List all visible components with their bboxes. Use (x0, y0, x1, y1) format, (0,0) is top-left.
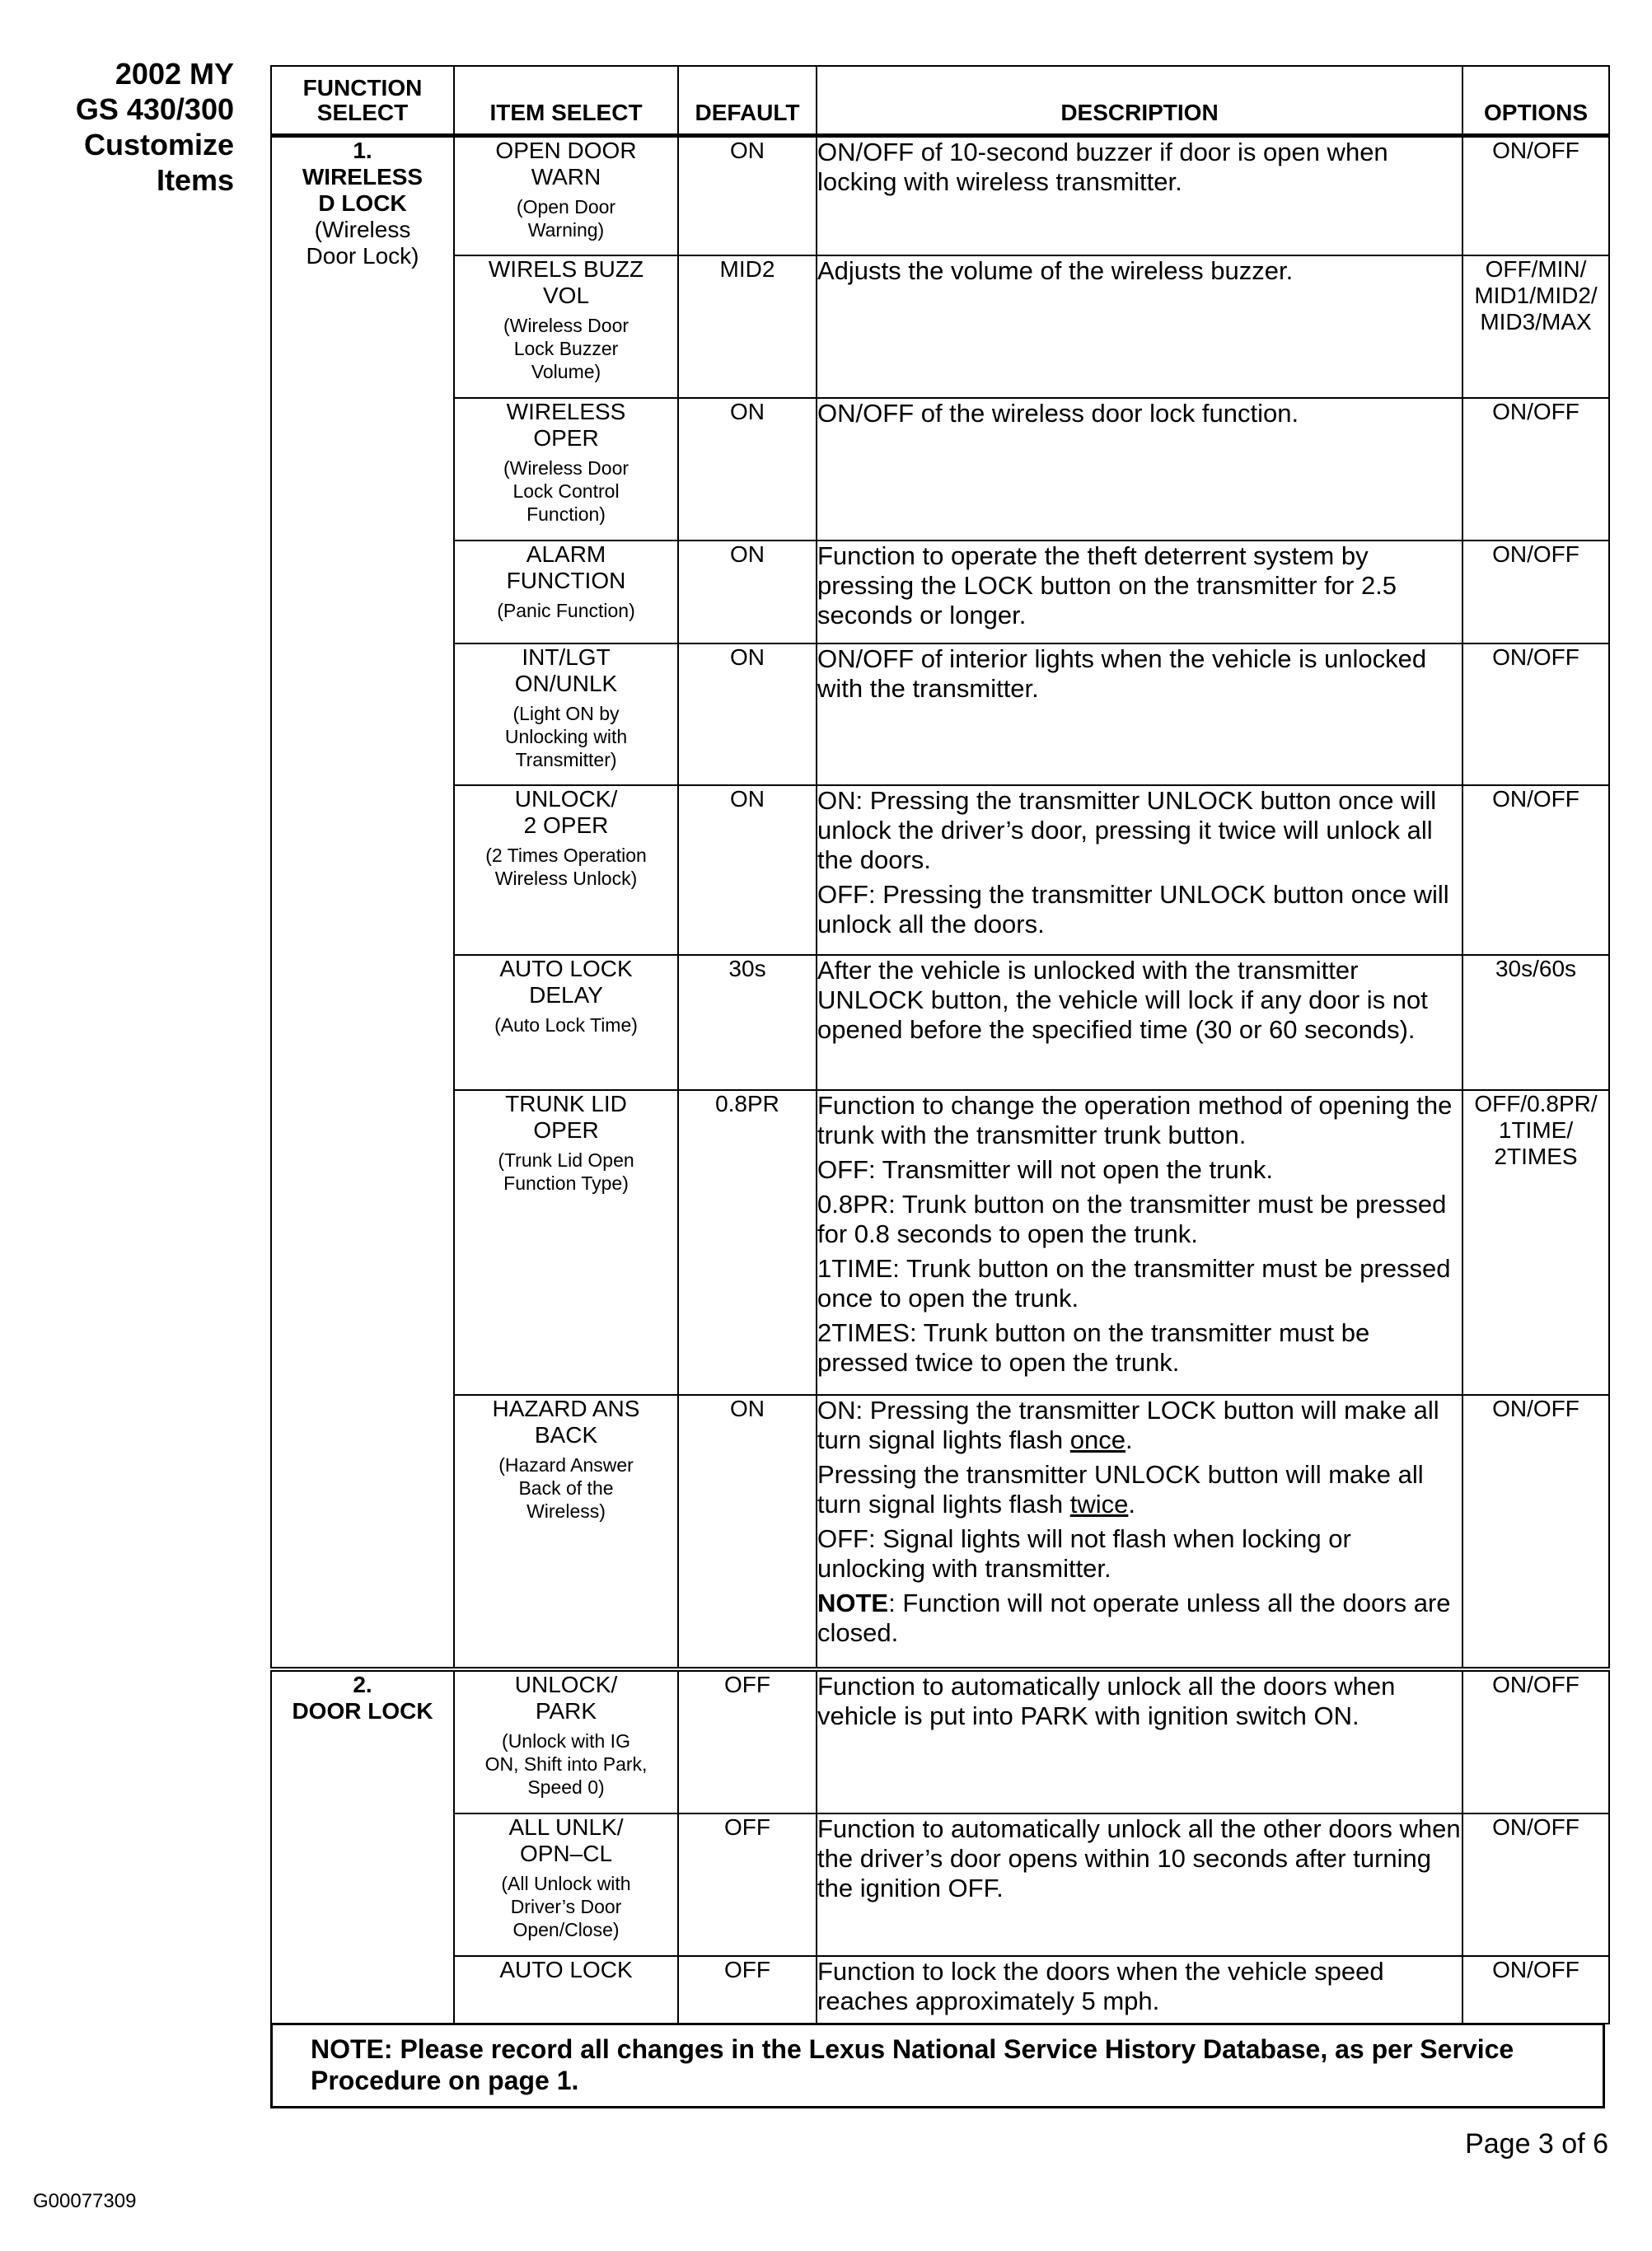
item-subtitle-line: ON, Shift into Park, (484, 1753, 648, 1775)
customize-items-table (270, 65, 1610, 2024)
description-cell (817, 1669, 1462, 1813)
table-row (271, 1090, 1609, 1395)
table-row (271, 1956, 1609, 2024)
function-name: DOOR LOCK (292, 1698, 433, 1724)
header-function-select: FUNCTION SELECT (271, 66, 454, 135)
item-select-cell (454, 1395, 678, 1669)
option-line: ON/OFF (1492, 399, 1579, 424)
item-name: 2 OPER (523, 812, 609, 838)
default-cell: OFF (678, 1813, 817, 1956)
function-subtitle: (Wireless (314, 216, 411, 242)
item-subtitle-line: Driver’s Door (510, 1896, 622, 1917)
option-line: ON/OFF (1492, 786, 1579, 812)
options-cell (1462, 1090, 1609, 1395)
item-subtitle-line: (Auto Lock Time) (494, 1014, 638, 1036)
item-subtitle-line: (Wireless Door (503, 315, 629, 336)
side-title (33, 56, 234, 198)
description-paragraph: OFF: Pressing the transmitter UNLOCK button once will unlock all the doors. (817, 880, 1449, 938)
table-row (271, 1669, 1609, 1813)
description-paragraph: ON: Pressing the transmitter UNLOCK button once will unlock the driver’s door, pressing it twice will unlock all the doors. (817, 786, 1437, 874)
default-cell: ON (678, 135, 817, 255)
item-subtitle (455, 702, 677, 771)
default-cell: MID2 (678, 255, 817, 398)
default-cell: OFF (678, 1956, 817, 2024)
default-cell: ON (678, 1395, 817, 1669)
function-name: D LOCK (318, 190, 407, 216)
description-cell (817, 955, 1462, 1090)
item-select-cell (454, 1669, 678, 1813)
side-title-line: 2002 MY (115, 57, 234, 91)
item-subtitle (455, 1453, 677, 1523)
header-description: DESCRIPTION (817, 66, 1462, 135)
default-cell: ON (678, 643, 817, 785)
item-name: OPER (533, 425, 599, 451)
item-subtitle (455, 1872, 677, 1941)
description-underlined: twice (1069, 1490, 1129, 1519)
note-label: NOTE (817, 1589, 889, 1617)
options-cell (1462, 785, 1609, 955)
table-row (271, 135, 1609, 255)
item-subtitle (455, 1729, 677, 1799)
description-paragraph: ON/OFF of the wireless door lock function. (817, 399, 1299, 428)
item-select-cell (454, 785, 678, 955)
options-cell (1462, 1956, 1609, 2024)
options-cell (1462, 135, 1609, 255)
item-subtitle-line: (Panic Function) (497, 600, 635, 621)
table-body (271, 135, 1609, 2024)
option-line: MID1/MID2/ (1474, 283, 1598, 308)
table-row (271, 785, 1609, 955)
item-subtitle-line: Open/Close) (512, 1919, 620, 1940)
item-subtitle-line: (Trunk Lid Open (498, 1149, 634, 1171)
default-cell: 30s (678, 955, 817, 1090)
description-paragraph: Function to lock the doors when the vehicle speed reaches approximately 5 mph. (817, 1957, 1384, 2015)
item-subtitle-line: (All Unlock with (501, 1873, 631, 1894)
item-subtitle (455, 1013, 677, 1037)
item-select-cell (454, 1813, 678, 1956)
table-row (271, 1395, 1609, 1669)
function-number: 1. (353, 137, 372, 163)
default-cell: 0.8PR (678, 1090, 817, 1395)
item-subtitle-line: Speed 0) (527, 1776, 605, 1798)
description-cell (817, 1813, 1462, 1956)
item-name: WIRELESS (506, 399, 626, 424)
table-row (271, 398, 1609, 541)
item-subtitle-line: (Open Door (516, 195, 616, 218)
item-subtitle-line: Wireless Unlock) (494, 868, 638, 889)
description-cell (817, 785, 1462, 955)
item-subtitle-line: Volume) (531, 361, 601, 382)
default-cell: ON (678, 785, 817, 955)
option-line: MID3/MAX (1480, 309, 1592, 335)
side-title-line: Customize (83, 128, 234, 161)
description-text: : Function will not operate unless all the doors are closed. (817, 1589, 1451, 1647)
item-name: BACK (534, 1422, 598, 1448)
item-subtitle (455, 599, 677, 622)
description-text: . (1128, 1490, 1135, 1519)
description-paragraph: Function to automatically unlock all the other doors when the driver’s door opens within 10 seconds after turning the ignition OFF. (817, 1814, 1461, 1902)
function-name: WIRELESS (302, 163, 424, 190)
description-paragraph (817, 1589, 1462, 1648)
description-paragraph: Function to change the operation method of opening the trunk with the transmitter trunk button. (817, 1091, 1453, 1149)
item-subtitle-line: (Unlock with IG (502, 1730, 630, 1752)
default-cell: OFF (678, 1669, 817, 1813)
item-subtitle-line: Warning) (527, 218, 605, 241)
function-select-cell (271, 135, 454, 1669)
item-name: DELAY (529, 982, 603, 1008)
side-title-line: Items (156, 163, 234, 197)
item-select-cell (454, 955, 678, 1090)
function-select-cell (271, 1669, 454, 2024)
item-name: OPER (533, 1117, 599, 1143)
options-cell (1462, 643, 1609, 785)
table-row (271, 643, 1609, 785)
item-name: AUTO LOCK (499, 956, 633, 981)
item-subtitle-line: Function Type) (503, 1172, 629, 1194)
description-paragraph: ON/OFF of 10-second buzzer if door is open when locking with wireless transmitter. (817, 137, 1388, 196)
description-cell (817, 541, 1462, 643)
item-subtitle-line: Transmitter) (515, 749, 617, 770)
function-number: 2. (353, 1672, 372, 1697)
description-paragraph: OFF: Transmitter will not open the trunk. (817, 1155, 1274, 1184)
footer-note: NOTE: Please record all changes in the Lexus National Service History Database, as per Service Procedure on page 1. (270, 2023, 1605, 2108)
option-line: 2TIMES (1494, 1144, 1578, 1169)
description-paragraph: 0.8PR: Trunk button on the transmitter must be pressed for 0.8 seconds to open the trunk. (817, 1190, 1447, 1248)
option-line: ON/OFF (1492, 644, 1579, 670)
description-text: ON: Pressing the transmitter LOCK button will make all turn signal lights flash (817, 1396, 1439, 1454)
item-subtitle (455, 195, 677, 241)
description-cell (817, 398, 1462, 541)
option-line: ON/OFF (1492, 1396, 1579, 1421)
document-code: G00077309 (33, 2190, 137, 2212)
description-cell (817, 255, 1462, 398)
item-select-cell (454, 255, 678, 398)
options-cell (1462, 955, 1609, 1090)
item-name: WIRELS BUZZ (488, 256, 644, 282)
description-underlined: once (1069, 1425, 1126, 1454)
options-cell (1462, 398, 1609, 541)
option-line: ON/OFF (1492, 1814, 1579, 1840)
item-subtitle-line: Wireless) (526, 1500, 606, 1522)
description-paragraph: 1TIME: Trunk button on the transmitter must be pressed once to open the trunk. (817, 1254, 1451, 1313)
description-cell (817, 1956, 1462, 2024)
item-name: TRUNK LID (505, 1091, 627, 1116)
item-name: VOL (542, 283, 590, 308)
item-name: HAZARD ANS (492, 1396, 640, 1421)
option-line: 1TIME/ (1498, 1117, 1574, 1143)
table-row (271, 955, 1609, 1090)
default-cell: ON (678, 541, 817, 643)
description-cell (817, 1090, 1462, 1395)
item-select-cell (454, 135, 678, 255)
description-paragraph: Function to operate the theft deterrent system by pressing the LOCK button on the transmitter for 2.5 seconds or longer. (817, 541, 1397, 629)
options-cell (1462, 1395, 1609, 1669)
options-cell (1462, 541, 1609, 643)
item-subtitle-line: Function) (526, 503, 606, 525)
option-line: ON/OFF (1492, 137, 1579, 163)
item-name: PARK (535, 1698, 597, 1724)
table-header-row (271, 66, 1609, 135)
table-row (271, 1813, 1609, 1956)
header-default: DEFAULT (678, 66, 817, 135)
item-subtitle (455, 456, 677, 526)
item-name: AUTO LOCK (499, 1957, 633, 1982)
item-select-cell (454, 643, 678, 785)
item-name: ALARM (526, 541, 606, 567)
description-text: Pressing the transmitter UNLOCK button will make all turn signal lights flash (817, 1460, 1424, 1519)
option-line: ON/OFF (1492, 1957, 1579, 1982)
options-cell (1462, 255, 1609, 398)
item-subtitle-line: Unlocking with (504, 726, 628, 747)
item-name: WARN (531, 163, 601, 190)
item-name: OPEN DOOR (495, 137, 637, 163)
table-row (271, 255, 1609, 398)
page-number: Page 3 of 6 (1465, 2128, 1608, 2160)
description-paragraph: 2TIMES: Trunk button on the transmitter must be pressed twice to open the trunk. (817, 1318, 1370, 1377)
item-select-cell (454, 541, 678, 643)
description-paragraph: After the vehicle is unlocked with the transmitter UNLOCK button, the vehicle will lock if any door is not opened before the specified time (30 or 60 seconds). (817, 956, 1428, 1044)
item-name: FUNCTION (506, 568, 626, 593)
item-subtitle-line: Lock Control (512, 480, 620, 502)
option-line: OFF/0.8PR/ (1474, 1091, 1598, 1116)
description-paragraph (817, 1460, 1462, 1519)
item-subtitle (455, 844, 677, 890)
item-select-cell (454, 1956, 678, 2024)
description-cell (817, 135, 1462, 255)
option-line: 30s/60s (1495, 956, 1577, 981)
default-cell: ON (678, 398, 817, 541)
description-paragraph: Adjusts the volume of the wireless buzzer. (817, 256, 1294, 285)
item-subtitle-line: Lock Buzzer (513, 338, 619, 359)
option-line: ON/OFF (1492, 1672, 1579, 1697)
item-name: UNLOCK/ (514, 1672, 618, 1697)
item-subtitle-line: Back of the (518, 1477, 614, 1499)
item-subtitle (455, 1149, 677, 1195)
options-cell (1462, 1813, 1609, 1956)
description-paragraph: ON/OFF of interior lights when the vehicle is unlocked with the transmitter. (817, 644, 1427, 703)
description-paragraph: Function to automatically unlock all the doors when vehicle is put into PARK with ignition switch ON. (817, 1672, 1396, 1730)
description-cell (817, 643, 1462, 785)
header-options: OPTIONS (1462, 66, 1609, 135)
function-subtitle: Door Lock) (306, 242, 419, 269)
item-subtitle-line: (Hazard Answer (498, 1454, 634, 1476)
item-subtitle-line: (Wireless Door (503, 457, 629, 479)
description-paragraph (817, 1396, 1462, 1455)
item-name: ALL UNLK/ (508, 1814, 624, 1840)
item-subtitle-line: (2 Times Operation (485, 845, 647, 866)
item-name: OPN–CL (519, 1841, 613, 1866)
options-cell (1462, 1669, 1609, 1813)
side-title-line: GS 430/300 (75, 92, 234, 126)
item-subtitle-line: (Light ON by (512, 703, 620, 724)
description-paragraph: OFF: Signal lights will not flash when locking or unlocking with transmitter. (817, 1524, 1351, 1583)
item-select-cell (454, 1090, 678, 1395)
table-row (271, 541, 1609, 643)
item-name: ON/UNLK (514, 671, 618, 696)
item-name: UNLOCK/ (514, 786, 618, 812)
item-subtitle (455, 314, 677, 383)
item-name: INT/LGT (522, 644, 611, 670)
option-line: OFF/MIN/ (1485, 256, 1587, 282)
header-item-select: ITEM SELECT (454, 66, 678, 135)
description-cell (817, 1395, 1462, 1669)
item-select-cell (454, 398, 678, 541)
option-line: ON/OFF (1492, 541, 1579, 567)
description-text: . (1125, 1425, 1133, 1454)
